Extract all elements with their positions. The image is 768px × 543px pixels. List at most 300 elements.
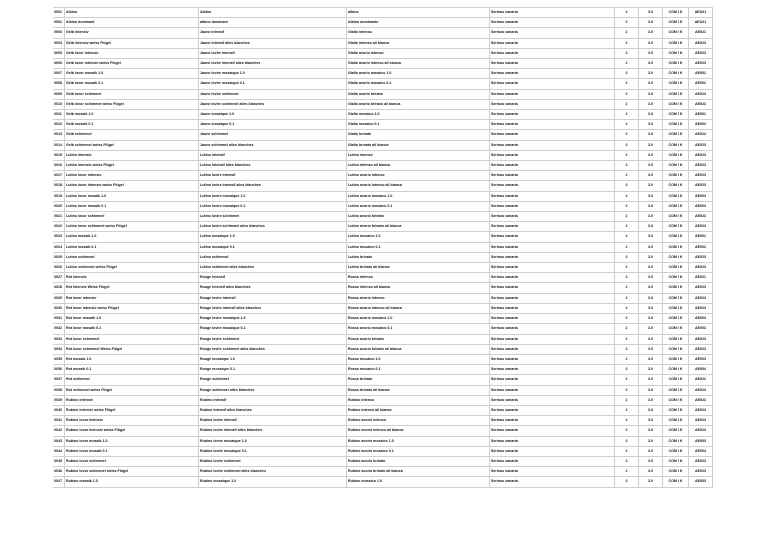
french-name-cell[interactable]: Lutino lovire mosaique 1.0 [199,191,347,201]
italian-name-cell[interactable]: Giallo mosaico 0.1 [347,120,490,130]
row-number-cell[interactable]: 0039 [53,395,65,405]
category-cell[interactable]: COM I K [663,436,689,446]
count-cell[interactable]: 2 [615,344,639,354]
code-cell[interactable]: AE003 [689,314,713,324]
value-cell[interactable]: 3.0 [639,456,663,466]
italian-name-cell[interactable]: Lutino intenso ali bianca [347,161,490,171]
value-cell[interactable]: 3.0 [639,426,663,436]
code-cell[interactable]: AE023 [689,252,713,262]
row-number-cell[interactable]: 0003 [53,28,65,38]
count-cell[interactable]: 2 [615,477,639,487]
german-name-cell[interactable]: Lutino schimmel [65,252,199,262]
row-number-cell[interactable]: 0024 [53,242,65,252]
code-cell[interactable]: AE023 [689,59,713,69]
french-name-cell[interactable]: Albino [199,8,347,18]
count-cell[interactable]: 2 [615,467,639,477]
german-name-cell[interactable]: Rubino lovor intensiv [65,416,199,426]
category-cell[interactable]: COM I K [663,171,689,181]
species-cell[interactable]: Serinus canaria [490,375,615,385]
value-cell[interactable]: 3.0 [639,38,663,48]
code-cell[interactable]: AE023 [689,344,713,354]
count-cell[interactable]: 2 [615,130,639,140]
code-cell[interactable]: AE003 [689,477,713,487]
italian-name-cell[interactable]: Rosso intenso [347,273,490,283]
count-cell[interactable]: 2 [615,242,639,252]
code-cell[interactable]: AE023 [689,405,713,415]
german-name-cell[interactable]: Gelb lovor schimmel [65,89,199,99]
row-number-cell[interactable]: 0045 [53,456,65,466]
german-name-cell[interactable]: Rubino intensiv weiss Flügel [65,405,199,415]
german-name-cell[interactable]: Lutino lovor schimmel [65,212,199,222]
species-cell[interactable]: Serinus canaria [490,140,615,150]
french-name-cell[interactable]: Rubino mosaique 1.0 [199,477,347,487]
category-cell[interactable]: COM I K [663,385,689,395]
row-number-cell[interactable]: 0038 [53,385,65,395]
french-name-cell[interactable]: Rouge lovire mosaique 0.1 [199,324,347,334]
species-cell[interactable]: Serinus canaria [490,324,615,334]
row-number-cell[interactable]: 0034 [53,344,65,354]
value-cell[interactable]: 3.0 [639,405,663,415]
species-cell[interactable]: Serinus canaria [490,212,615,222]
count-cell[interactable]: 2 [615,446,639,456]
value-cell[interactable]: 3.0 [639,365,663,375]
category-cell[interactable]: COM I K [663,191,689,201]
code-cell[interactable]: AE023 [689,181,713,191]
french-name-cell[interactable]: Jaune lovire mosaique 0.1 [199,79,347,89]
code-cell[interactable]: AE023 [689,456,713,466]
row-number-cell[interactable]: 0031 [53,314,65,324]
count-cell[interactable]: 2 [615,38,639,48]
french-name-cell[interactable]: Lutino lovire schimmel [199,212,347,222]
species-cell[interactable]: Serinus canaria [490,222,615,232]
category-cell[interactable]: COM I K [663,314,689,324]
category-cell[interactable]: COM I K [663,354,689,364]
italian-name-cell[interactable]: albino [347,8,490,18]
value-cell[interactable]: 3.0 [639,99,663,109]
code-cell[interactable]: AE001 [689,110,713,120]
count-cell[interactable]: 2 [615,161,639,171]
french-name-cell[interactable]: Rubino lovire intensif [199,416,347,426]
french-name-cell[interactable]: Jaune mosaique 0.1 [199,120,347,130]
italian-name-cell[interactable]: Lutino avorio brinato [347,212,490,222]
value-cell[interactable]: 3.0 [639,59,663,69]
italian-name-cell[interactable]: Rubino intenso ali bianca [347,405,490,415]
count-cell[interactable]: 2 [615,110,639,120]
value-cell[interactable]: 3.0 [639,273,663,283]
value-cell[interactable]: 3.0 [639,150,663,160]
value-cell[interactable]: 3.0 [639,181,663,191]
french-name-cell[interactable]: Rubino intensif ailes blanches [199,405,347,415]
value-cell[interactable]: 3.0 [639,395,663,405]
value-cell[interactable]: 3.0 [639,191,663,201]
species-cell[interactable]: Serinus canaria [490,263,615,273]
category-cell[interactable]: COM I K [663,456,689,466]
species-cell[interactable]: Serinus canaria [490,110,615,120]
species-cell[interactable]: Serinus canaria [490,385,615,395]
german-name-cell[interactable]: Lutino lovor intensiv weiss Flügel [65,181,199,191]
value-cell[interactable]: 3.0 [639,324,663,334]
french-name-cell[interactable]: Jaune intensif [199,28,347,38]
species-cell[interactable]: Serinus canaria [490,456,615,466]
count-cell[interactable]: 2 [615,69,639,79]
code-cell[interactable]: AE023 [689,416,713,426]
italian-name-cell[interactable]: Lutino brinato [347,252,490,262]
row-number-cell[interactable]: 0028 [53,283,65,293]
code-cell[interactable]: AE023 [689,303,713,313]
italian-name-cell[interactable]: Rosso avorio intenso ali bianca [347,303,490,313]
row-number-cell[interactable]: 0004 [53,38,65,48]
count-cell[interactable]: 2 [615,222,639,232]
category-cell[interactable]: COM I K [663,38,689,48]
german-name-cell[interactable]: Rubino mosaik 1.0 [65,477,199,487]
count-cell[interactable]: 2 [615,99,639,109]
count-cell[interactable]: 2 [615,212,639,222]
count-cell[interactable]: 2 [615,18,639,28]
german-name-cell[interactable]: Rot lovor intensiv weiss Flügel [65,303,199,313]
category-cell[interactable]: COM I K [663,293,689,303]
value-cell[interactable]: 3.0 [639,344,663,354]
value-cell[interactable]: 3.0 [639,140,663,150]
count-cell[interactable]: 2 [615,28,639,38]
german-name-cell[interactable]: Lutino mosaik 1.0 [65,232,199,242]
category-cell[interactable]: COM I K [663,28,689,38]
count-cell[interactable]: 2 [615,365,639,375]
category-cell[interactable]: COM I K [663,120,689,130]
species-cell[interactable]: Serinus canaria [490,8,615,18]
category-cell[interactable]: COM I K [663,344,689,354]
species-cell[interactable]: Serinus canaria [490,201,615,211]
row-number-cell[interactable]: 0019 [53,191,65,201]
italian-name-cell[interactable]: Rubino avorio intenso ali bianca [347,426,490,436]
value-cell[interactable]: 3.0 [639,18,663,28]
code-cell[interactable]: AE023 [689,212,713,222]
french-name-cell[interactable]: Lutino schimmel [199,252,347,262]
species-cell[interactable]: Serinus canaria [490,242,615,252]
row-number-cell[interactable]: 0033 [53,334,65,344]
code-cell[interactable]: AE023 [689,99,713,109]
count-cell[interactable]: 2 [615,426,639,436]
count-cell[interactable]: 2 [615,385,639,395]
italian-name-cell[interactable]: Rubino avorio intenso [347,416,490,426]
code-cell[interactable]: AE023 [689,334,713,344]
code-cell[interactable]: AE023 [689,38,713,48]
german-name-cell[interactable]: Lutino intensiv weiss Flügel [65,161,199,171]
species-cell[interactable]: Serinus canaria [490,130,615,140]
count-cell[interactable]: 2 [615,252,639,262]
species-cell[interactable]: Serinus canaria [490,395,615,405]
row-number-cell[interactable]: 0022 [53,222,65,232]
count-cell[interactable]: 2 [615,181,639,191]
german-name-cell[interactable]: Rot lovor schimmel [65,334,199,344]
french-name-cell[interactable]: Lutino schimmel ailes blanches [199,263,347,273]
french-name-cell[interactable]: Lutino intensif [199,150,347,160]
row-number-cell[interactable]: 0047 [53,477,65,487]
french-name-cell[interactable]: Rubino lovire schimmel [199,456,347,466]
category-cell[interactable]: COM I K [663,18,689,28]
category-cell[interactable]: COM I K [663,89,689,99]
french-name-cell[interactable]: Lutino lovire mosaique 0.1 [199,201,347,211]
species-cell[interactable]: Serinus canaria [490,252,615,262]
french-name-cell[interactable]: Jaune schimmel [199,130,347,140]
code-cell[interactable]: AEU21 [689,8,713,18]
code-cell[interactable]: AE023 [689,395,713,405]
count-cell[interactable]: 2 [615,416,639,426]
german-name-cell[interactable]: Rot mosaik 1.0 [65,354,199,364]
value-cell[interactable]: 3.0 [639,232,663,242]
count-cell[interactable]: 2 [615,191,639,201]
code-cell[interactable]: AE023 [689,222,713,232]
row-number-cell[interactable]: 0037 [53,375,65,385]
value-cell[interactable]: 3.0 [639,48,663,58]
italian-name-cell[interactable]: Lutino brinato ali bianca [347,263,490,273]
german-name-cell[interactable]: Lutino schimmel weiss Flügel [65,263,199,273]
count-cell[interactable]: 2 [615,263,639,273]
count-cell[interactable]: 2 [615,232,639,242]
category-cell[interactable]: COM I K [663,212,689,222]
count-cell[interactable]: 2 [615,334,639,344]
category-cell[interactable]: COM I K [663,242,689,252]
code-cell[interactable]: AE023 [689,293,713,303]
french-name-cell[interactable]: Rouge mosaique 0.1 [199,365,347,375]
german-name-cell[interactable]: Rot intensiv [65,273,199,283]
row-number-cell[interactable]: 0029 [53,293,65,303]
row-number-cell[interactable]: 0021 [53,212,65,222]
value-cell[interactable]: 3.0 [639,130,663,140]
value-cell[interactable]: 3.0 [639,69,663,79]
species-cell[interactable]: Serinus canaria [490,59,615,69]
species-cell[interactable]: Serinus canaria [490,365,615,375]
species-cell[interactable]: Serinus canaria [490,303,615,313]
german-name-cell[interactable]: Albino dominant [65,18,199,28]
count-cell[interactable]: 2 [615,405,639,415]
species-cell[interactable]: Serinus canaria [490,181,615,191]
row-number-cell[interactable]: 0012 [53,120,65,130]
german-name-cell[interactable]: Lutino lovor mosaik 0.1 [65,201,199,211]
category-cell[interactable]: COM I K [663,324,689,334]
italian-name-cell[interactable]: Lutino avorio mosaico 1.0 [347,191,490,201]
row-number-cell[interactable]: 0035 [53,354,65,364]
italian-name-cell[interactable]: Giallo brinato ali bianca [347,140,490,150]
french-name-cell[interactable]: Rouge lovire intensif ailes blanches [199,303,347,313]
german-name-cell[interactable]: Gelb lovor mosaik 1.0 [65,69,199,79]
row-number-cell[interactable]: 0001 [53,8,65,18]
french-name-cell[interactable]: Rouge lovire schimmel ailes blanches [199,344,347,354]
row-number-cell[interactable]: 0009 [53,89,65,99]
category-cell[interactable]: COM I K [663,99,689,109]
value-cell[interactable]: 3.0 [639,252,663,262]
value-cell[interactable]: 3.0 [639,385,663,395]
value-cell[interactable]: 3.0 [639,293,663,303]
code-cell[interactable]: AE004 [689,365,713,375]
value-cell[interactable]: 3.0 [639,161,663,171]
german-name-cell[interactable]: Rubino lovor intensiv weiss Flügel [65,426,199,436]
count-cell[interactable]: 2 [615,293,639,303]
german-name-cell[interactable]: Lutino mosaik 0.1 [65,242,199,252]
value-cell[interactable]: 3.0 [639,314,663,324]
code-cell[interactable]: AE002 [689,242,713,252]
species-cell[interactable]: Serinus canaria [490,436,615,446]
italian-name-cell[interactable]: Rosso avorio mosaico 0.1 [347,324,490,334]
value-cell[interactable]: 3.0 [639,79,663,89]
german-name-cell[interactable]: Lutino lovor schimmel weiss Flügel [65,222,199,232]
category-cell[interactable]: COM I K [663,375,689,385]
value-cell[interactable]: 3.0 [639,263,663,273]
row-number-cell[interactable]: 0014 [53,140,65,150]
code-cell[interactable]: AE004 [689,446,713,456]
german-name-cell[interactable]: Gelb intensiv [65,28,199,38]
row-number-cell[interactable]: 0008 [53,79,65,89]
german-name-cell[interactable]: Gelb lovor schimmel weiss Flügel [65,99,199,109]
species-cell[interactable]: Serinus canaria [490,273,615,283]
species-cell[interactable]: Serinus canaria [490,79,615,89]
french-name-cell[interactable]: Rubino lovire schimmel ailes blanches [199,467,347,477]
category-cell[interactable]: COM I K [663,405,689,415]
category-cell[interactable]: COM I K [663,79,689,89]
category-cell[interactable]: COM I K [663,395,689,405]
italian-name-cell[interactable]: Giallo avorio brinato ali bianca [347,99,490,109]
italian-name-cell[interactable]: Rosso intenso ali bianca [347,283,490,293]
category-cell[interactable]: COM I K [663,263,689,273]
german-name-cell[interactable]: Gelb lovor intensiv weiss Flügel [65,59,199,69]
row-number-cell[interactable]: 0020 [53,201,65,211]
code-cell[interactable]: AE021 [689,28,713,38]
italian-name-cell[interactable]: Albino dominante [347,18,490,28]
species-cell[interactable]: Serinus canaria [490,283,615,293]
category-cell[interactable]: COM I K [663,150,689,160]
species-cell[interactable]: Serinus canaria [490,446,615,456]
french-name-cell[interactable]: Rouge mosaique 1.0 [199,354,347,364]
french-name-cell[interactable]: Jaune lovire schimmel [199,89,347,99]
french-name-cell[interactable]: Rubino lovire intensif ailes blanches [199,426,347,436]
code-cell[interactable]: AE023 [689,171,713,181]
row-number-cell[interactable]: 0030 [53,303,65,313]
value-cell[interactable]: 3.0 [639,477,663,487]
value-cell[interactable]: 3.0 [639,283,663,293]
row-number-cell[interactable]: 0027 [53,273,65,283]
french-name-cell[interactable]: Lutino lovire intensif [199,171,347,181]
row-number-cell[interactable]: 0013 [53,130,65,140]
value-cell[interactable]: 3.0 [639,436,663,446]
german-name-cell[interactable]: Gelb intensiv weiss Flügel [65,38,199,48]
count-cell[interactable]: 2 [615,395,639,405]
french-name-cell[interactable]: Rouge lovire intensif [199,293,347,303]
category-cell[interactable]: COM I K [663,161,689,171]
category-cell[interactable]: COM I K [663,110,689,120]
species-cell[interactable]: Serinus canaria [490,38,615,48]
italian-name-cell[interactable]: Rosso brinato [347,375,490,385]
french-name-cell[interactable]: Rouge schimmel [199,375,347,385]
german-name-cell[interactable]: Gelb schimmel [65,130,199,140]
italian-name-cell[interactable]: Giallo intenso [347,28,490,38]
row-number-cell[interactable]: 0018 [53,181,65,191]
species-cell[interactable]: Serinus canaria [490,161,615,171]
species-cell[interactable]: Serinus canaria [490,293,615,303]
german-name-cell[interactable]: Rot lovor schimmel Weiss Flügel [65,344,199,354]
value-cell[interactable]: 3.0 [639,303,663,313]
count-cell[interactable]: 2 [615,303,639,313]
species-cell[interactable]: Serinus canaria [490,191,615,201]
french-name-cell[interactable]: Jaune lovire mosaique 1.0 [199,69,347,79]
code-cell[interactable]: AE003 [689,201,713,211]
value-cell[interactable]: 3.0 [639,446,663,456]
species-cell[interactable]: Serinus canaria [490,18,615,28]
row-number-cell[interactable]: 0016 [53,161,65,171]
code-cell[interactable]: AE023 [689,48,713,58]
german-name-cell[interactable]: Rot schimmel [65,375,199,385]
row-number-cell[interactable]: 0002 [53,18,65,28]
species-cell[interactable]: Serinus canaria [490,354,615,364]
italian-name-cell[interactable]: Rosso brinato ali bianca [347,385,490,395]
german-name-cell[interactable]: Gelb lovor mosaik 0.1 [65,79,199,89]
species-cell[interactable]: Serinus canaria [490,344,615,354]
french-name-cell[interactable]: Rouge intensif [199,273,347,283]
category-cell[interactable]: COM I K [663,48,689,58]
row-number-cell[interactable]: 0036 [53,365,65,375]
value-cell[interactable]: 3.0 [639,354,663,364]
code-cell[interactable]: AE021 [689,273,713,283]
italian-name-cell[interactable]: Rubino avorio brinato [347,456,490,466]
french-name-cell[interactable]: Rouge intensif ailes blanches [199,283,347,293]
value-cell[interactable]: 3.0 [639,110,663,120]
count-cell[interactable]: 2 [615,89,639,99]
code-cell[interactable]: AE023 [689,263,713,273]
value-cell[interactable]: 3.0 [639,222,663,232]
code-cell[interactable]: AE001 [689,232,713,242]
code-cell[interactable]: AE023 [689,150,713,160]
code-cell[interactable]: AE003 [689,191,713,201]
code-cell[interactable]: AE002 [689,120,713,130]
category-cell[interactable]: COM I K [663,8,689,18]
german-name-cell[interactable]: Rot lovor intensiv [65,293,199,303]
italian-name-cell[interactable]: Rubino intenso [347,395,490,405]
category-cell[interactable]: COM I K [663,130,689,140]
species-cell[interactable]: Serinus canaria [490,28,615,38]
german-name-cell[interactable]: Lutino intensiv [65,150,199,160]
count-cell[interactable]: 2 [615,375,639,385]
value-cell[interactable]: 3.0 [639,467,663,477]
species-cell[interactable]: Serinus canaria [490,150,615,160]
count-cell[interactable]: 2 [615,273,639,283]
italian-name-cell[interactable]: Rubino avorio mosaico 0.1 [347,446,490,456]
italian-name-cell[interactable]: Lutino mosaico 0.1 [347,242,490,252]
french-name-cell[interactable]: Jaune lovire schimmel ailes blanches [199,99,347,109]
french-name-cell[interactable]: Lutino lovire schimmel ailes blanches [199,222,347,232]
species-cell[interactable]: Serinus canaria [490,69,615,79]
code-cell[interactable]: AE023 [689,140,713,150]
code-cell[interactable]: AE022 [689,375,713,385]
count-cell[interactable]: 2 [615,324,639,334]
count-cell[interactable]: 2 [615,8,639,18]
row-number-cell[interactable]: 0043 [53,436,65,446]
german-name-cell[interactable]: Rot lovor mosaik 0.1 [65,324,199,334]
italian-name-cell[interactable]: Giallo avorio intenso ali bianca [347,59,490,69]
german-name-cell[interactable]: Rot lovor mosaik 1.0 [65,314,199,324]
category-cell[interactable]: COM I K [663,181,689,191]
french-name-cell[interactable]: Lutino mosaique 1.0 [199,232,347,242]
species-cell[interactable]: Serinus canaria [490,89,615,99]
count-cell[interactable]: 2 [615,150,639,160]
category-cell[interactable]: COM I K [663,232,689,242]
value-cell[interactable]: 3.0 [639,89,663,99]
count-cell[interactable]: 2 [615,201,639,211]
value-cell[interactable]: 3.0 [639,242,663,252]
italian-name-cell[interactable]: Giallo avorio brinato [347,89,490,99]
italian-name-cell[interactable]: Lutino avorio mosaico 0.1 [347,201,490,211]
french-name-cell[interactable]: Jaune intensif ailes blanches [199,38,347,48]
italian-name-cell[interactable]: Rosso mosaico 1.0 [347,354,490,364]
french-name-cell[interactable]: Lutino intensif ailes blanches [199,161,347,171]
count-cell[interactable]: 2 [615,283,639,293]
